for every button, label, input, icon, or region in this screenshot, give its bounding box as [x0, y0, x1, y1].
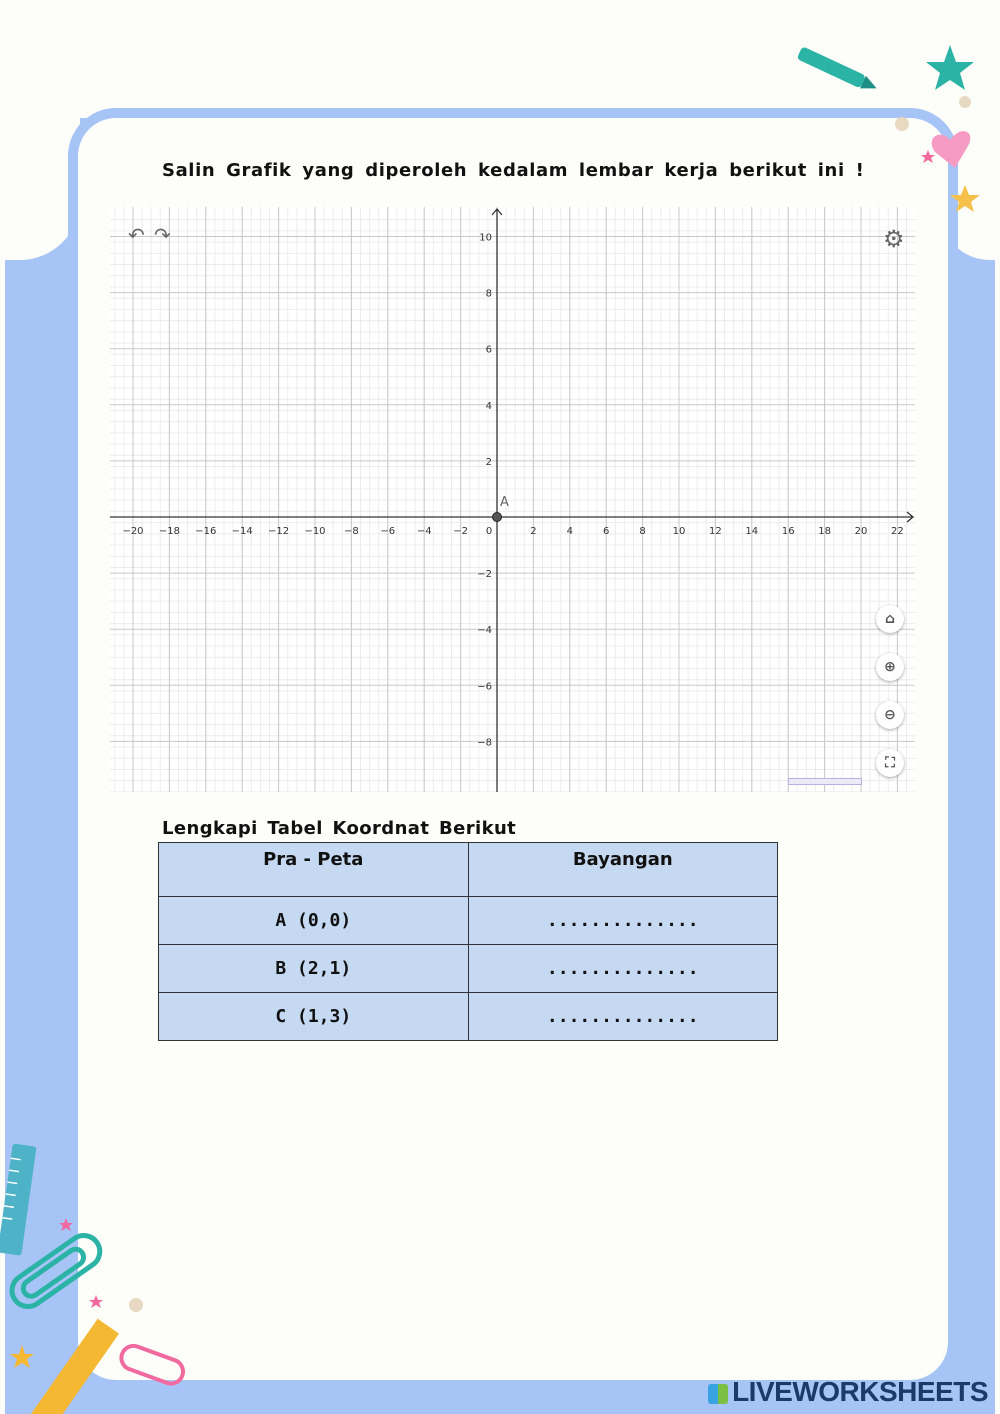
image-answer-cell[interactable]: ..............	[468, 993, 778, 1041]
home-icon: ⌂	[884, 611, 896, 627]
x-tick-label: −2	[453, 526, 468, 537]
coordinate-table	[158, 842, 778, 1041]
table-row	[159, 897, 778, 945]
x-tick-label: −16	[195, 526, 217, 537]
table-row	[159, 993, 778, 1041]
image-answer-cell[interactable]: ..............	[468, 897, 778, 945]
coordinate-graph[interactable]	[110, 207, 915, 792]
y-tick-label: −4	[477, 625, 492, 637]
zoom-in-icon: ⊕	[884, 659, 896, 675]
redo-icon[interactable]: ↷	[154, 223, 171, 247]
y-tick-label: 8	[485, 288, 492, 300]
y-tick-label: 6	[485, 344, 492, 356]
pre-image-cell: A (0,0)	[159, 897, 469, 945]
zoom-out-icon: ⊖	[884, 707, 896, 723]
y-tick-label: 4	[485, 400, 492, 412]
x-tick-label: 0	[485, 526, 493, 537]
frame-top-left-cloud	[0, 60, 80, 260]
x-tick-label: −4	[416, 526, 432, 537]
pre-image-cell: C (1,3)	[159, 993, 469, 1041]
x-tick-label: 22	[891, 526, 904, 537]
x-tick-label: −20	[122, 526, 144, 537]
x-tick-label: 10	[672, 526, 686, 537]
table-row	[159, 945, 778, 993]
pre-image-cell: B (2,1)	[159, 945, 469, 993]
x-tick-label: 6	[603, 526, 610, 537]
y-tick-label: 10	[479, 232, 492, 244]
x-tick-label: −8	[344, 526, 359, 537]
zoom-in-button[interactable]	[876, 653, 904, 681]
x-tick-label: 14	[745, 526, 759, 537]
zoom-out-button[interactable]	[876, 701, 904, 729]
image-answer-cell[interactable]: ..............	[468, 945, 778, 993]
x-tick-label: 12	[709, 526, 722, 537]
y-tick-label: −2	[477, 569, 492, 581]
liveworksheets-logo	[708, 1376, 988, 1408]
x-tick-label: 4	[566, 526, 573, 537]
x-tick-label: −12	[268, 526, 290, 537]
decoration-bottom-left	[0, 1140, 230, 1414]
fullscreen-button[interactable]	[876, 749, 904, 777]
x-tick-label: 20	[854, 526, 868, 537]
home-button[interactable]	[876, 605, 904, 633]
graph-canvas[interactable]	[110, 207, 915, 792]
undo-icon[interactable]: ↶	[128, 223, 145, 247]
x-tick-label: 18	[818, 526, 831, 537]
x-tick-label: −14	[231, 526, 253, 537]
header-image: Bayangan	[468, 843, 778, 897]
settings-gear-icon[interactable]: ⚙	[883, 225, 905, 253]
fullscreen-icon: ⛶	[885, 755, 895, 771]
x-tick-label: −6	[380, 526, 396, 537]
x-tick-label: 16	[781, 526, 795, 537]
table-title: Lengkapi Tabel Koordnat Berikut	[162, 818, 517, 839]
instruction-text: Salin Grafik yang diperoleh kedalam lembar kerja berikut ini !	[162, 160, 865, 181]
point-a-label: A	[500, 495, 509, 510]
y-tick-label: 2	[485, 456, 492, 468]
x-tick-label: 8	[639, 526, 646, 537]
y-tick-label: −6	[477, 681, 492, 693]
y-tick-label: −8	[477, 737, 492, 749]
x-tick-label: 2	[530, 526, 537, 537]
point-a	[493, 513, 502, 522]
graph-scrollbar[interactable]	[788, 778, 862, 785]
brand-text: LIVEWORKSHEETS	[732, 1376, 988, 1407]
x-tick-label: −10	[304, 526, 326, 537]
x-tick-label: −18	[158, 526, 180, 537]
logo-icon	[708, 1384, 728, 1404]
header-pre-image: Pra - Peta	[159, 843, 469, 897]
